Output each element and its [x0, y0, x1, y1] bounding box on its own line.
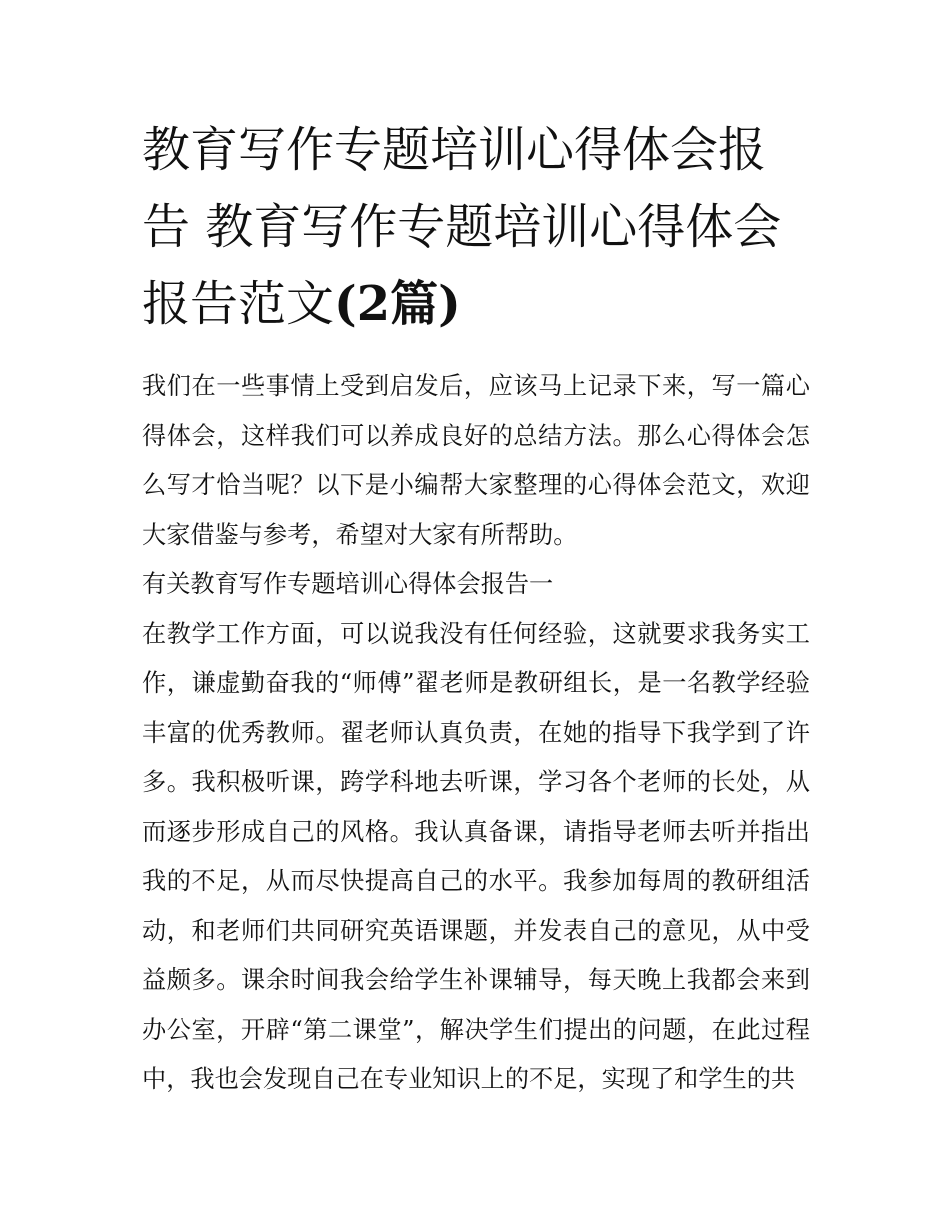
document-title — [142, 112, 810, 343]
document-content — [142, 112, 810, 1105]
document-title-main: 教育写作专题培训心得体会报告 教育写作专题培训心得体会报告范文 — [142, 122, 782, 332]
section-body-paragraph: 在教学工作方面，可以说我没有任何经验，这就要求我务实工作，谦虚勤奋我的“师傅”翟老师是教研组长，是一名教学经验丰富的优秀教师。翟老师认真负责，在她的指导下我学到了许多。我积极听课，跨学科地去听课，学习各个老师的长处，从而逐步形成自己的风格。我认真备课，请指导老师去听并指出我的不足，从而尽快提高自己的水平。我参加每周的教研组活动，和老师们共同研究英语课题，并发表自己的意见，从中受益颇多。课余时间我会给学生补课辅导，每天晚上我都会来到办公室，开辟“第二课堂”，解决学生们提出的问题，在此过程中，我也会发现自己在专业知识上的不足，实现了和学生的共 — [142, 619, 810, 1093]
document-title-suffix: (2篇) — [334, 276, 461, 332]
intro-paragraph: 我们在一些事情上受到启发后，应该马上记录下来，写一篇心得体会，这样我们可以养成良好的总结方法。那么心得体会怎么写才恰当呢？以下是小编帮大家整理的心得体会范文，欢迎大家借鉴与参考，希望对大家有所帮助。 — [142, 372, 810, 549]
section-heading: 有关教育写作专题培训心得体会报告一 — [142, 570, 554, 598]
